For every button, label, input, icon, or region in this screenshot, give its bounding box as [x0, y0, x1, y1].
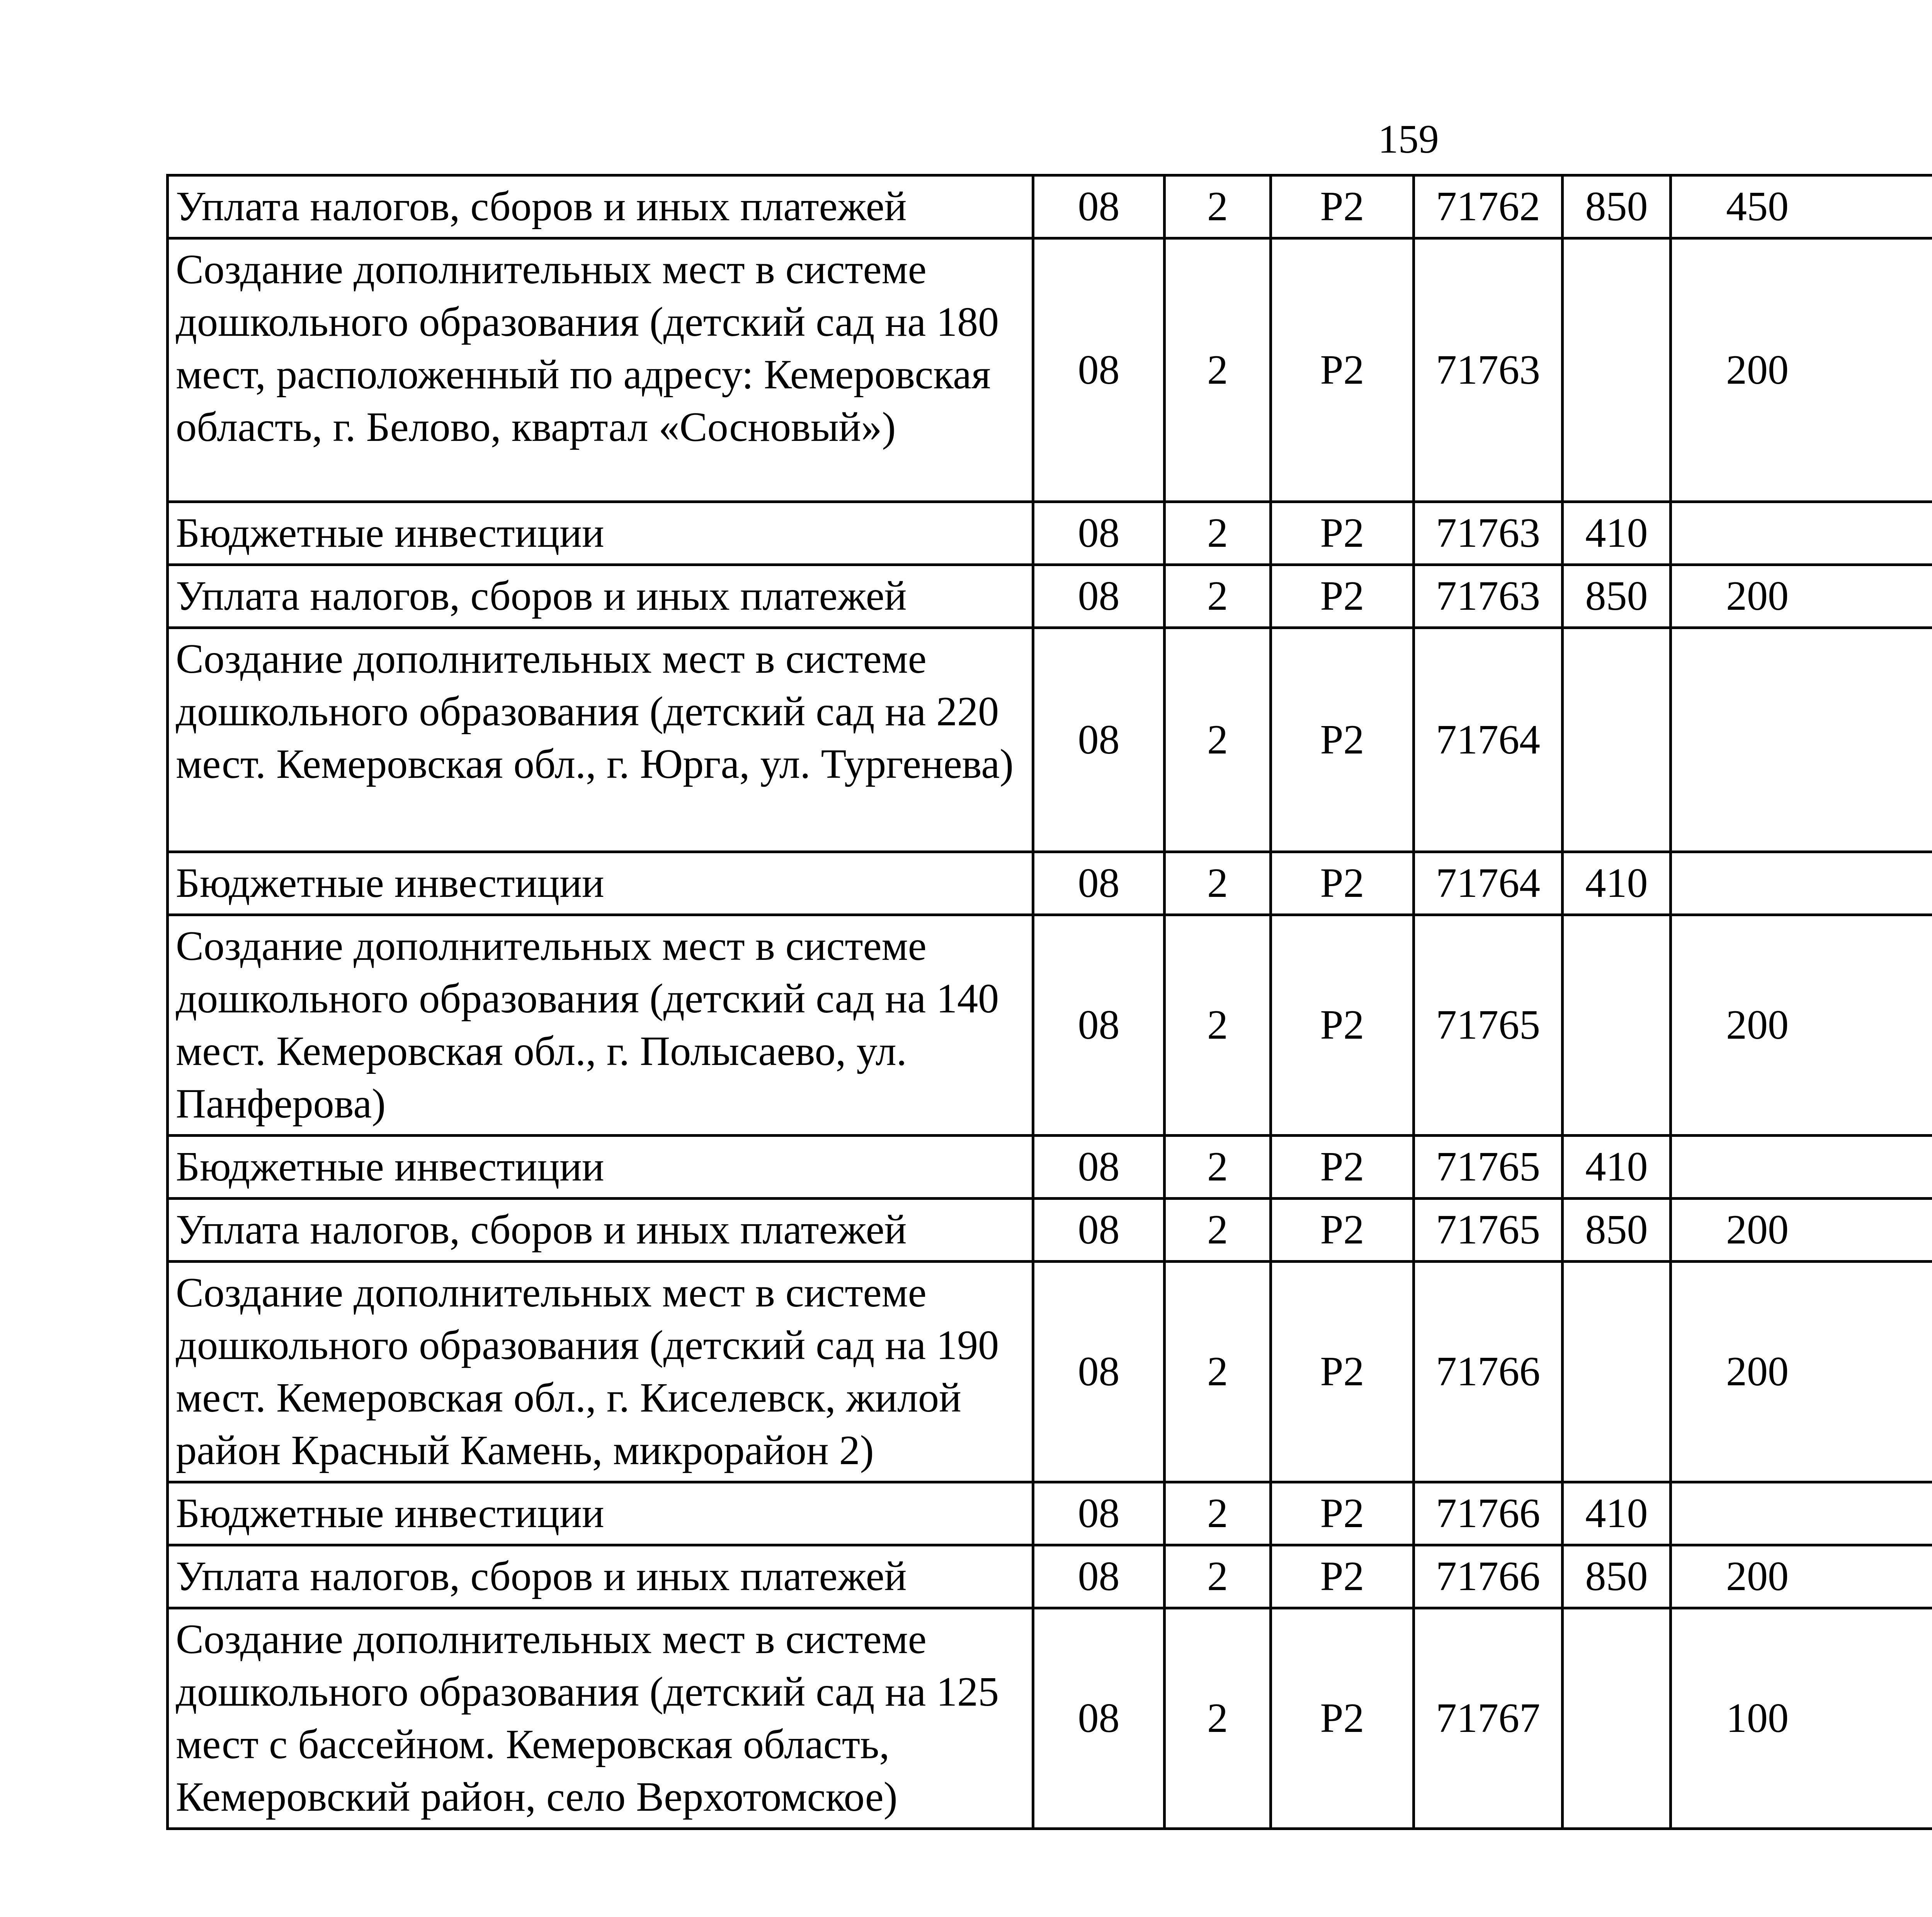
cell-expense-type: 850: [1563, 175, 1671, 238]
cell-expense-type: [1563, 1262, 1671, 1482]
table-row: [168, 175, 1932, 238]
cell-section: 08: [1033, 175, 1165, 238]
cell-project: Р2: [1271, 238, 1414, 502]
cell-direction: 71763: [1414, 565, 1563, 628]
cell-expense-type: 850: [1563, 1545, 1671, 1608]
cell-direction: 71763: [1414, 502, 1563, 565]
cell-value-1: [1671, 1136, 1932, 1199]
table-row: [168, 238, 1932, 502]
cell-project: Р2: [1271, 175, 1414, 238]
cell-program: 2: [1165, 238, 1271, 502]
cell-section: 08: [1033, 1482, 1165, 1545]
cell-expense-type: 850: [1563, 1199, 1671, 1262]
cell-expense-type: [1563, 238, 1671, 502]
cell-program: 2: [1165, 1545, 1271, 1608]
row-description: Бюджетные инвестиции: [168, 1482, 1033, 1545]
cell-section: 08: [1033, 915, 1165, 1136]
cell-project: Р2: [1271, 628, 1414, 852]
cell-direction: 71764: [1414, 852, 1563, 915]
cell-section: 08: [1033, 565, 1165, 628]
cell-section: 08: [1033, 628, 1165, 852]
cell-section: 08: [1033, 502, 1165, 565]
cell-expense-type: [1563, 628, 1671, 852]
cell-value-1: [1671, 628, 1932, 852]
cell-program: 2: [1165, 1262, 1271, 1482]
table-row: [168, 915, 1932, 1136]
cell-project: Р2: [1271, 1482, 1414, 1545]
cell-project: Р2: [1271, 1608, 1414, 1829]
cell-value-1: 200: [1671, 238, 1932, 502]
row-description: Уплата налогов, сборов и иных платежей: [168, 1545, 1033, 1608]
table-row: [168, 565, 1932, 628]
cell-direction: 71766: [1414, 1545, 1563, 1608]
cell-direction: 71765: [1414, 915, 1563, 1136]
cell-value-1: 200: [1671, 565, 1932, 628]
cell-expense-type: 410: [1563, 502, 1671, 565]
cell-value-1: 200: [1671, 1262, 1932, 1482]
cell-program: 2: [1165, 502, 1271, 565]
cell-program: 2: [1165, 175, 1271, 238]
cell-section: 08: [1033, 238, 1165, 502]
cell-expense-type: 410: [1563, 1136, 1671, 1199]
cell-direction: 71766: [1414, 1482, 1563, 1545]
cell-section: 08: [1033, 1199, 1165, 1262]
cell-section: 08: [1033, 1545, 1165, 1608]
cell-direction: 71765: [1414, 1199, 1563, 1262]
cell-project: Р2: [1271, 1136, 1414, 1199]
table-row: [168, 1608, 1932, 1829]
cell-program: 2: [1165, 852, 1271, 915]
cell-value-1: [1671, 852, 1932, 915]
budget-table: [166, 174, 1932, 1830]
page-number: 159: [1378, 116, 1439, 162]
row-description: Создание дополнительных мест в системе дошкольного образования (детский сад на 190 мест. Кемеровская обл., г. Киселевск, жилой район Красный Камень, микрорайон 2): [168, 1262, 1033, 1482]
row-description: Уплата налогов, сборов и иных платежей: [168, 1199, 1033, 1262]
row-description: Бюджетные инвестиции: [168, 1136, 1033, 1199]
table-row: [168, 1545, 1932, 1608]
table-row: [168, 1482, 1932, 1545]
cell-project: Р2: [1271, 502, 1414, 565]
cell-direction: 71767: [1414, 1608, 1563, 1829]
cell-project: Р2: [1271, 565, 1414, 628]
cell-section: 08: [1033, 852, 1165, 915]
cell-expense-type: 410: [1563, 852, 1671, 915]
table-row: [168, 852, 1932, 915]
cell-direction: 71763: [1414, 238, 1563, 502]
cell-value-1: [1671, 502, 1932, 565]
cell-value-1: 200: [1671, 915, 1932, 1136]
table-row: [168, 502, 1932, 565]
row-description: Бюджетные инвестиции: [168, 502, 1033, 565]
cell-expense-type: [1563, 915, 1671, 1136]
cell-value-1: 100: [1671, 1608, 1932, 1829]
cell-project: Р2: [1271, 1545, 1414, 1608]
row-description: Создание дополнительных мест в системе дошкольного образования (детский сад на 125 мест с бассейном. Кемеровская область, Кемеровский район, село Верхотомское): [168, 1608, 1033, 1829]
cell-section: 08: [1033, 1136, 1165, 1199]
cell-program: 2: [1165, 1482, 1271, 1545]
cell-project: Р2: [1271, 1199, 1414, 1262]
row-description: Создание дополнительных мест в системе дошкольного образования (детский сад на 140 мест. Кемеровская обл., г. Полысаево, ул. Панферова): [168, 915, 1033, 1136]
cell-expense-type: 850: [1563, 565, 1671, 628]
cell-program: 2: [1165, 565, 1271, 628]
cell-value-1: 200: [1671, 1545, 1932, 1608]
cell-direction: 71764: [1414, 628, 1563, 852]
cell-program: 2: [1165, 628, 1271, 852]
cell-project: Р2: [1271, 1262, 1414, 1482]
cell-expense-type: [1563, 1608, 1671, 1829]
row-description: Бюджетные инвестиции: [168, 852, 1033, 915]
cell-section: 08: [1033, 1262, 1165, 1482]
cell-value-1: 450: [1671, 175, 1932, 238]
cell-program: 2: [1165, 915, 1271, 1136]
table-row: [168, 1199, 1932, 1262]
cell-project: Р2: [1271, 852, 1414, 915]
row-description: Создание дополнительных мест в системе дошкольного образования (детский сад на 180 мест, расположенный по адресу: Кемеровская область, г. Белово, квартал «Сосновый»): [168, 238, 1033, 502]
cell-direction: 71762: [1414, 175, 1563, 238]
cell-direction: 71765: [1414, 1136, 1563, 1199]
cell-section: 08: [1033, 1608, 1165, 1829]
table-row: [168, 1136, 1932, 1199]
row-description: Уплата налогов, сборов и иных платежей: [168, 565, 1033, 628]
cell-program: 2: [1165, 1199, 1271, 1262]
table-row: [168, 1262, 1932, 1482]
cell-program: 2: [1165, 1136, 1271, 1199]
row-description: Создание дополнительных мест в системе дошкольного образования (детский сад на 220 мест. Кемеровская обл., г. Юрга, ул. Тургенева): [168, 628, 1033, 852]
cell-expense-type: 410: [1563, 1482, 1671, 1545]
cell-value-1: [1671, 1482, 1932, 1545]
table-row: [168, 628, 1932, 852]
cell-value-1: 200: [1671, 1199, 1932, 1262]
cell-direction: 71766: [1414, 1262, 1563, 1482]
row-description: Уплата налогов, сборов и иных платежей: [168, 175, 1033, 238]
cell-program: 2: [1165, 1608, 1271, 1829]
cell-project: Р2: [1271, 915, 1414, 1136]
